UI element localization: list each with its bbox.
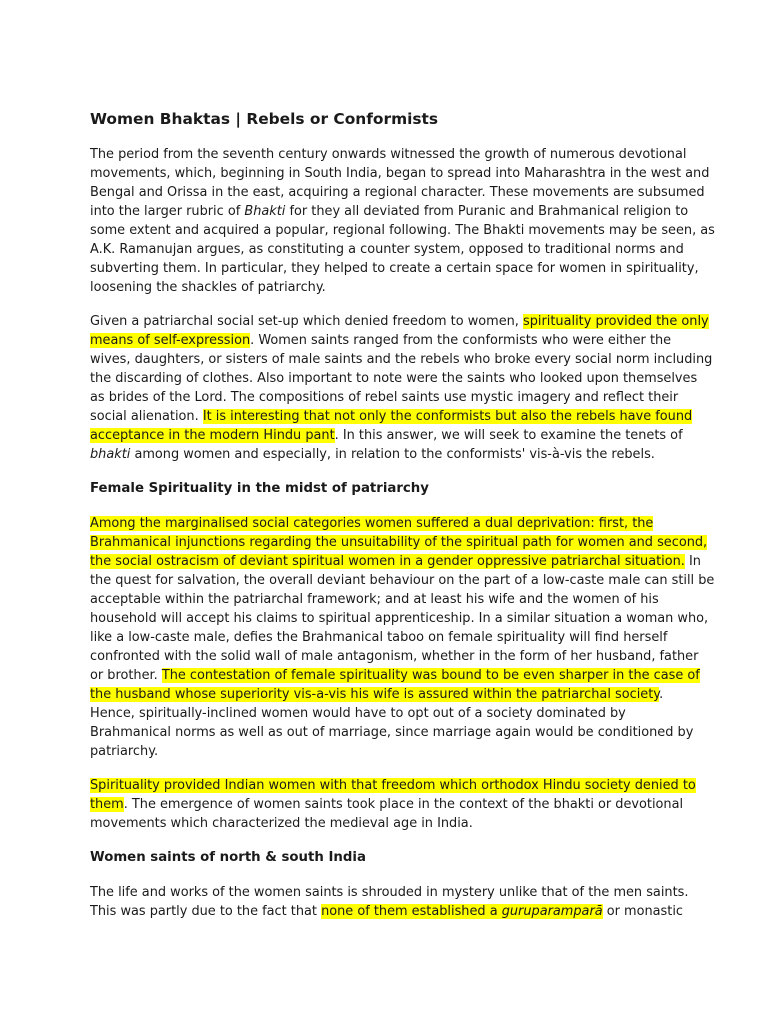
text-line: acceptable within the patriarchal framework; and at least his wife and the women of his [90,592,659,607]
text-line: movements which characterized the medieval age in India. [90,816,473,831]
text-line: movements, which, beginning in South India, began to spread into Maharashtra in the west and [90,166,710,181]
paragraph-freedom [90,776,696,833]
text-line [90,202,689,221]
highlighted-text: them [90,797,124,812]
text-line: as brides of the Lord. The compositions of rebel saints use mystic imagery and reflect their [90,390,679,405]
highlighted-text: the social ostracism of deviant spiritual women in a gender oppressive patriarchal situation. [90,554,685,569]
paragraph-intro [90,145,715,297]
paragraph-gap [90,297,680,312]
paragraph-women-saints [90,312,713,464]
paragraph-gap [90,464,680,479]
text-run: In [684,554,701,569]
highlighted-text: Among the marginalised social categories women suffered a dual deprivation: first, the [90,516,654,531]
text-line: Hence, spiritually-inclined women would have to opt out of a society dominated by [90,706,626,721]
text-line [90,795,684,814]
highlighted-text: means of self-expression [90,333,251,348]
text-line: Brahmanical norms as well as out of marriage, since marriage again would be conditioned by [90,725,694,740]
text-line [90,312,709,331]
text-line: wives, daughters, or sisters of male saints and the rebels who broke every social norm including [90,352,713,367]
text-run: Given a patriarchal social set-up which denied freedom to women, [90,314,524,329]
italic-term: bhakti [90,447,131,462]
highlighted-text [321,904,603,919]
paragraph-gap [90,868,680,883]
text-line: some extent and acquired a popular, regional following. The Bhakti movements may be seen, as [90,223,715,238]
text-run: none of them established a [321,904,502,919]
italic-term: Bhakti [244,204,286,219]
text-run: or brother. [90,668,162,683]
text-line [90,331,680,350]
text-run: into the larger rubric of [90,204,245,219]
highlighted-text: It is interesting that not only the conformists but also the rebels have found [202,409,693,424]
italic-term: guruparamparā [501,904,603,919]
section-heading-women-saints: Women saints of north & south India [90,850,366,865]
text-run: for they all deviated from Puranic and Brahmanical religion to [285,204,689,219]
text-line: loosening the shackles of patriarchy. [90,280,326,295]
highlighted-text: the husband whose superiority vis-a-vis his wife is assured within the patriarchal society [90,687,660,702]
text-line: Bengal and Orissa in the east, acquiring a regional character. These movements are subsumed [90,185,705,200]
text-line [90,902,683,921]
text-line: household will accept his claims to spiritual apprenticeship. In a similar situation a woman who, [90,611,709,626]
text-line [90,514,680,533]
text-line [90,426,683,445]
text-line [90,445,680,464]
text-run: social alienation. [90,409,203,424]
text-line: The life and works of the women saints is shrouded in mystery unlike that of the men saints. [90,885,689,900]
highlighted-text: Spirituality provided Indian women with that freedom which orthodox Hindu society denied to [90,778,696,793]
text-line: The period from the seventh century onwards witnessed the growth of numerous devotional [90,147,687,162]
text-run: . Women saints ranged from the conformists who were either the [250,333,672,348]
text-line: like a low-caste male, defies the Brahmanical taboo on female spirituality will find herself [90,630,668,645]
text-line [90,666,700,685]
text-line [90,552,701,571]
text-run: among women and especially, in relation to the conformists' vis-à-vis the rebels. [130,447,655,462]
text-line: confronted with the solid wall of male antagonism, whether in the form of her husband, father [90,649,699,664]
text-run: . In this answer, we will seek to examine the tenets of [334,428,683,443]
text-line: subverting them. In particular, they helped to create a certain space for women in spirituality, [90,261,699,276]
text-line: patriarchy. [90,744,159,759]
paragraph-gap [90,833,680,848]
text-run: . [659,687,664,702]
paragraph-gap [90,499,680,514]
paragraph-gap [90,761,680,776]
text-run: This was partly due to the fact that [90,904,322,919]
section-heading-female-spirituality: Female Spirituality in the midst of patriarchy [90,481,429,496]
text-line [90,685,680,704]
highlighted-text: Brahmanical injunctions regarding the unsuitability of the spiritual path for women and second, [90,535,708,550]
paragraph-dual-deprivation [90,514,715,761]
text-line [90,776,696,795]
text-line: A.K. Ramanujan argues, as constituting a counter system, opposed to traditional norms and [90,242,684,257]
text-line [90,533,708,552]
document-title: Women Bhaktas | Rebels or Conformists [90,110,439,128]
document-page [90,108,715,921]
text-line: the discarding of clothes. Also important to note were the saints who looked upon themselves [90,371,698,386]
text-run: or monastic [602,904,683,919]
paragraph-life-and-works [90,883,689,921]
text-run: . The emergence of women saints took place in the context of the bhakti or devotional [123,797,684,812]
text-line: the quest for salvation, the overall deviant behaviour on the part of a low-caste male can still be [90,573,715,588]
highlighted-text: acceptance in the modern Hindu pant [90,428,335,443]
text-line [90,407,693,426]
highlighted-text: spirituality provided the only [523,314,709,329]
highlighted-text: The contestation of female spirituality was bound to be even sharper in the case of [161,668,700,683]
